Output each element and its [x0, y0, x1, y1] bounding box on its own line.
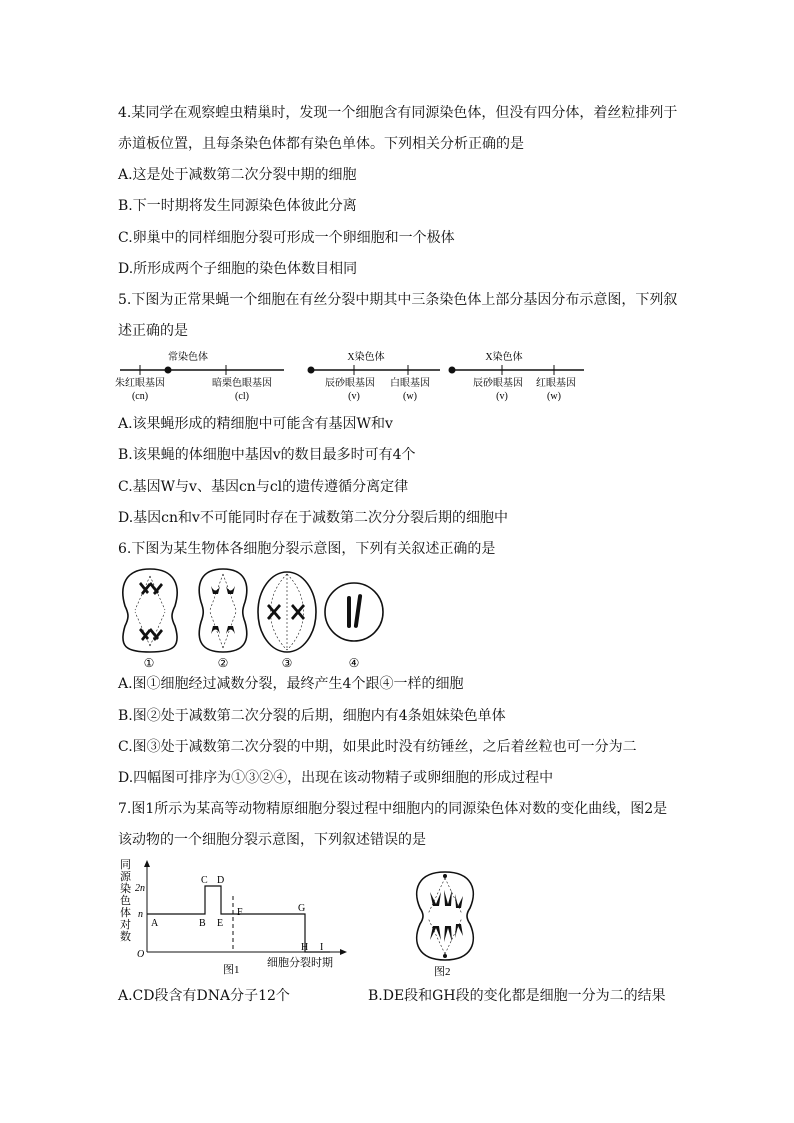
fig1-origin: O: [137, 949, 145, 960]
q4-option-a: A.这是处于减数第二次分裂中期的细胞: [118, 167, 357, 183]
q6-option-c: C.图③处于减数第二次分裂的中期，如果此时没有纺锤丝，之后着丝粒也可一分为二: [118, 739, 637, 755]
q7-stem-line1: 7.图1所示为某高等动物精原细胞分裂过程中细胞内的同源染色体对数的变化曲线，图2是: [118, 801, 668, 817]
figure-1-graph: [115, 856, 355, 978]
q4-option-b: B.下一时期将发生同源染色体彼此分离: [118, 198, 357, 214]
gene-cl-symbol: (cl): [235, 391, 249, 402]
x-chromosome-1: [308, 350, 441, 402]
cell-3-label: ③: [281, 656, 293, 670]
gene-v-name: 辰砂眼基因: [325, 378, 375, 389]
gene-w2-name: 红眼基因: [536, 378, 576, 389]
cell-3-diagram: [258, 572, 316, 652]
fig1-ylabel-char-4: 色: [120, 895, 131, 907]
figure-2-cell: [400, 868, 490, 978]
fig1-point-G: G: [298, 903, 306, 914]
gene-cn-name: 朱红眼基因: [115, 378, 165, 389]
gene-cn-symbol: (cn): [131, 391, 149, 402]
q5-stem-line2: 述正确的是: [118, 323, 188, 339]
fig1-point-I: I: [320, 942, 324, 953]
centromere-icon: [449, 367, 456, 374]
fig1-xlabel: 细胞分裂时期: [267, 957, 333, 969]
fig1-ylabel-char-7: 数: [120, 931, 131, 943]
centromere-icon: [308, 367, 315, 374]
gene-w2-symbol: (w): [547, 391, 561, 402]
q5-option-a: A.该果蝇形成的精细胞中可能含有基因W和v: [118, 416, 393, 432]
cell-4-label: ④: [348, 656, 360, 670]
gene-w-symbol: (w): [403, 391, 417, 402]
q4-option-c: C.卵巢中的同样细胞分裂可形成一个卵细胞和一个极体: [118, 230, 455, 246]
q4-option-d: D.所形成两个子细胞的染色体数目相同: [118, 261, 358, 277]
cell-1-diagram: [123, 569, 177, 652]
x-chromosome-2-title: X染色体: [485, 352, 523, 363]
x-chromosome-1-title: X染色体: [347, 352, 385, 363]
cell-2-label: ②: [217, 656, 229, 670]
centromere-icon: [165, 367, 172, 374]
gene-v2-symbol: (v): [496, 391, 508, 402]
fig1-ylabel-char-5: 体: [120, 907, 131, 919]
q5-option-b: B.该果蝇的体细胞中基因v的数目最多时可有4个: [118, 447, 416, 463]
fig1-ylabel-char-2: 源: [120, 871, 131, 883]
autosome-title: 常染色体: [168, 352, 208, 363]
autosome-chromosome: [115, 350, 284, 402]
q7-option-b: B.DE段和GH段的变化都是细胞一分为二的结果: [368, 988, 666, 1004]
fig1-point-E: E: [217, 918, 224, 929]
q5-option-d: D.基因cn和v不可能同时存在于减数第二次分分裂后期的细胞中: [118, 510, 508, 526]
x-chromosome-2: [449, 350, 585, 402]
cell-1-label: ①: [143, 656, 155, 670]
q5-option-c: C.基因W与v、基因cn与cl的遗传遵循分离定律: [118, 479, 409, 495]
fig1-tick-n: n: [138, 909, 143, 920]
fig1-point-F: F: [237, 907, 243, 918]
gene-v2-name: 辰砂眼基因: [473, 378, 523, 389]
fig2-caption: 图2: [434, 966, 451, 978]
fig1-point-C: C: [201, 875, 208, 886]
q7-stem-line2: 该动物的一个细胞分裂示意图，下列叙述错误的是: [118, 832, 426, 848]
fig1-point-A: A: [151, 918, 159, 929]
cell-4-diagram: [325, 583, 383, 641]
q7-option-a: A.CD段含有DNA分子12个: [118, 988, 290, 1004]
q6-stem: 6.下图为某生物体各细胞分裂示意图，下列有关叙述正确的是: [118, 541, 496, 557]
q5-stem-line1: 5.下图为正常果蝇一个细胞在有丝分裂中期其中三条染色体上部分基因分布示意图，下列叙: [118, 292, 678, 308]
q6-option-b: B.图②处于减数第二次分裂的后期，细胞内有4条姐妹染色单体: [118, 708, 506, 724]
fig1-ylabel-char-3: 染: [120, 883, 131, 895]
cell-2-diagram: [199, 569, 247, 652]
q6-option-a: A.图①细胞经过减数分裂，最终产生4个跟④一样的细胞: [118, 676, 464, 692]
gene-w-name: 白眼基因: [390, 378, 430, 389]
fig1-ylabel-char-1: 同: [120, 859, 131, 871]
fig1-point-H: H: [301, 942, 309, 953]
fig1-ylabel-char-6: 对: [120, 919, 131, 931]
chromosome-gene-diagram: [110, 346, 590, 406]
cell-division-diagrams: [115, 566, 395, 670]
fig1-point-B: B: [199, 918, 206, 929]
q4-stem-line1: 4.某同学在观察蝗虫精巢时，发现一个细胞含有同源染色体，但没有四分体，着丝粒排列于: [118, 105, 678, 121]
gene-v-symbol: (v): [348, 391, 360, 402]
fig1-caption: 图1: [223, 964, 240, 976]
fig1-point-D: D: [217, 875, 225, 886]
fig1-tick-2n: 2n: [135, 883, 145, 894]
gene-cl-name: 暗栗色眼基因: [212, 378, 272, 389]
q4-stem-line2: 赤道板位置，且每条染色体都有染色单体。下列相关分析正确的是: [118, 136, 524, 152]
q6-option-d: D.四幅图可排序为①③②④，出现在该动物精子或卵细胞的形成过程中: [118, 770, 554, 786]
